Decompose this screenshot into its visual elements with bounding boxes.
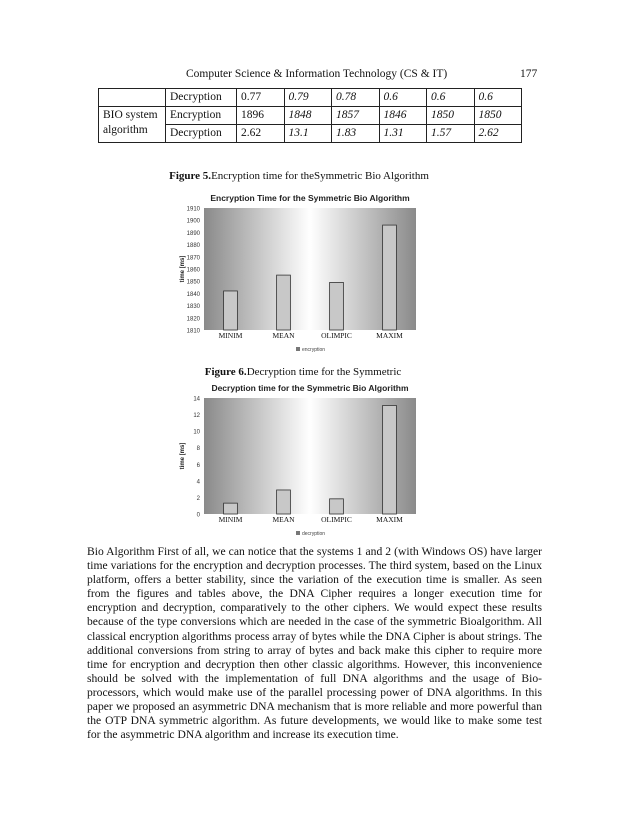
y-tick-label: 1900 (186, 218, 200, 225)
table-cell: 1848 (284, 107, 332, 125)
table-cell: 1857 (332, 107, 380, 125)
table-cell: 0.6 (427, 89, 475, 107)
table-cell: 2.62 (474, 125, 522, 143)
bar (277, 275, 291, 330)
y-tick-label: 1870 (186, 255, 200, 262)
running-header: Computer Science & Information Technology (CS & IT) (186, 68, 448, 80)
figure-5-caption (0, 170, 618, 182)
figure-6-label: Figure 6. (204, 366, 247, 378)
table-cell: 1.57 (427, 125, 475, 143)
bar (277, 490, 291, 514)
encryption-time-chart (176, 190, 422, 360)
bar (330, 282, 344, 330)
x-tick-label: MAXIM (376, 331, 403, 340)
x-tick-label: MINIM (218, 331, 243, 340)
legend-label: decryption (302, 531, 326, 537)
x-tick-label: MEAN (272, 331, 295, 340)
legend-swatch (296, 347, 300, 351)
y-tick-label: 1880 (186, 243, 200, 250)
bar (224, 291, 238, 330)
y-tick-label: 6 (196, 462, 200, 469)
bar (224, 503, 238, 514)
table-cell-label (99, 89, 166, 107)
y-tick-label: 1860 (186, 267, 200, 274)
chart-title: Decryption time for the Symmetric Bio Algorithm (211, 383, 409, 393)
chart-title: Encryption Time for the Symmetric Bio Algorithm (210, 193, 410, 203)
bar (383, 225, 397, 330)
table-cell: 0.79 (284, 89, 332, 107)
table-cell: 0.6 (474, 89, 522, 107)
page-number: 177 (520, 68, 538, 80)
encryption-chart-svg (176, 190, 422, 360)
table-cell: 13.1 (284, 125, 332, 143)
x-tick-label: MINIM (218, 515, 243, 524)
table-cell: 0.78 (332, 89, 380, 107)
y-tick-label: 1840 (186, 291, 200, 298)
table-cell: 1.83 (332, 125, 380, 143)
y-tick-label: 14 (193, 396, 200, 403)
y-tick-label: 1890 (186, 230, 200, 237)
y-tick-label: 12 (193, 413, 200, 420)
decryption-time-chart (176, 380, 422, 544)
table-cell: 0.6 (379, 89, 427, 107)
legend-label: encryption (302, 347, 326, 353)
body-paragraph: Bio Algorithm First of all, we can notice that the systems 1 and 2 (with Windows OS) have larger time variations for the encryption and decryption processes. The third system, based on the Linux platform, offers a better stability, since the variation of the execution time is smaller. As seen from the figures and tables above, the DNA Cipher requires a longer execution time for encryption and decryption, comparatively to the other ciphers. We would expect these results because of the type conversions which are needed in the case of the symmetric Bioalgorithm. All classical encryption algorithms process array of bytes while the DNA Cipher is about strings. The additional conversions from string to array of bytes and back make this cipher to require more time for encryption and decryption then other classic algorithms. However, this inconvenience should be solved with the implementation of full DNA algorithms and the usage of Bio-processors, which would make use of the parallel processing power of DNA algorithms. In this paper we proposed an asymmetric DNA mechanism that is more reliable and more powerful than the OTP DNA symmetric algorithm. As future developments, we would like to make some test for the asymmetric DNA algorithm and increase its execution time. (87, 545, 542, 742)
y-axis-label: time [ms] (180, 255, 186, 283)
y-tick-label: 1850 (186, 279, 200, 286)
legend-swatch (296, 531, 300, 535)
decryption-chart-svg (176, 380, 422, 544)
y-tick-label: 1810 (186, 328, 200, 335)
x-tick-label: OLIMPIC (321, 331, 352, 340)
table-cell: 2.62 (237, 125, 285, 143)
table-cell-kind: Decryption (166, 125, 237, 143)
figure-6-caption (0, 366, 622, 378)
table-cell-kind: Decryption (166, 89, 237, 107)
y-tick-label: 1830 (186, 304, 200, 311)
y-tick-label: 1910 (186, 206, 200, 213)
bar (330, 499, 344, 514)
figure-6-caption-text: Decryption time for the Symmetric (246, 366, 402, 378)
y-tick-label: 4 (196, 479, 200, 486)
table-cell: 1846 (379, 107, 427, 125)
table-cell: 0.77 (237, 89, 285, 107)
bar (383, 405, 397, 514)
table-cell: 1.31 (379, 125, 427, 143)
x-tick-label: MEAN (272, 515, 295, 524)
table-cell: 1850 (474, 107, 522, 125)
table-cell: 1896 (237, 107, 285, 125)
figure-5-label: Figure 5. (169, 170, 212, 182)
x-tick-label: MAXIM (376, 515, 403, 524)
y-tick-label: 1820 (186, 316, 200, 323)
y-tick-label: 0 (196, 512, 200, 519)
table-row (99, 107, 522, 125)
y-tick-label: 8 (196, 446, 200, 453)
table-cell-kind: Encryption (166, 107, 237, 125)
table-cell-label: BIO system algorithm (99, 107, 166, 143)
figure-5-caption-text: Encryption time for theSymmetric Bio Algorithm (211, 170, 429, 182)
table-cell: 1850 (427, 107, 475, 125)
table-row (99, 89, 522, 107)
y-tick-label: 10 (193, 429, 200, 436)
y-tick-label: 2 (196, 495, 200, 502)
y-axis-label: time [ms] (180, 442, 186, 470)
results-table (98, 88, 522, 143)
x-tick-label: OLIMPIC (321, 515, 352, 524)
